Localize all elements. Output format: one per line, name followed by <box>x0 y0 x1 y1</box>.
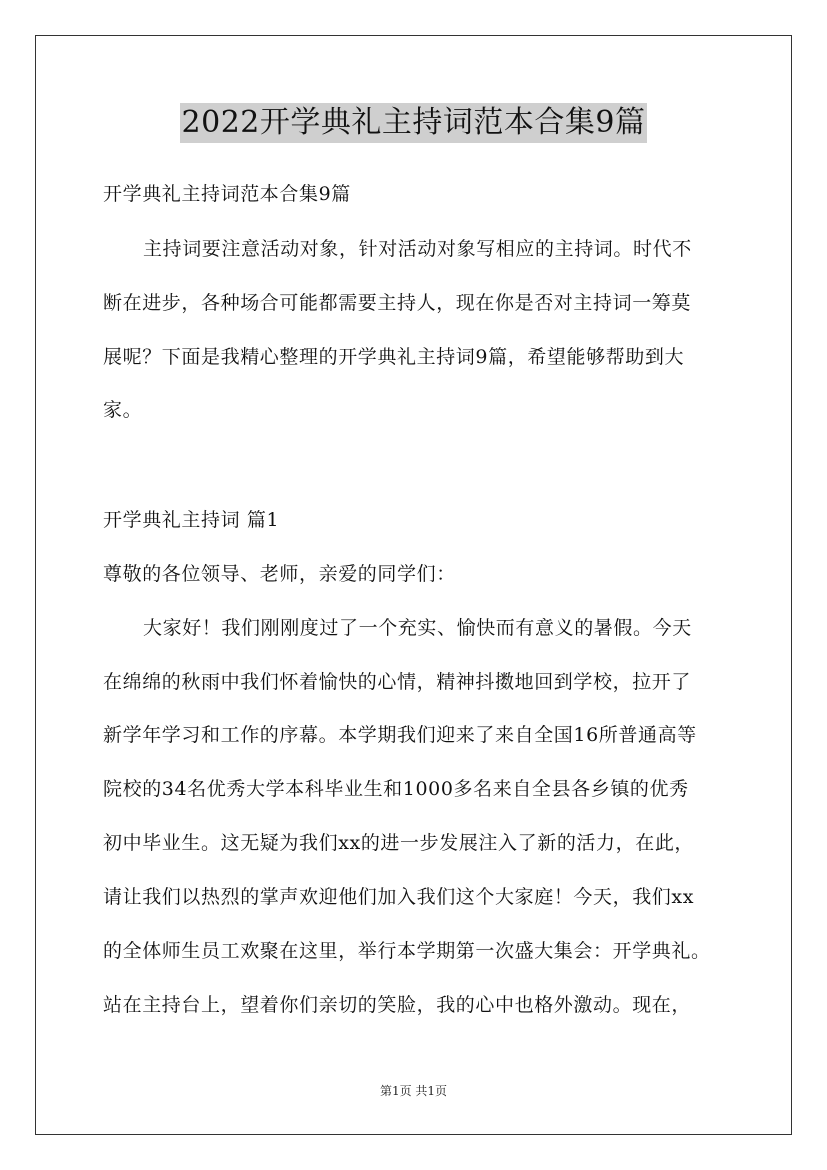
body-line-1: 大家好！我们刚刚度过了一个充实、愉快而有意义的暑假。今天 <box>143 617 692 639</box>
body-line-5: 初中毕业生。这无疑为我们xx的进一步发展注入了新的活力，在此， <box>103 832 695 854</box>
body-line-6: 请让我们以热烈的掌声欢迎他们加入我们这个大家庭！今天，我们xx <box>103 886 695 908</box>
document-title: 2022开学典礼主持词范本合集9篇 <box>180 103 648 143</box>
body-line-2: 在绵绵的秋雨中我们怀着愉快的心情，精神抖擞地回到学校，拉开了 <box>103 671 692 693</box>
title-container <box>0 103 827 143</box>
subtitle-line: 开学典礼主持词范本合集9篇 <box>103 183 351 205</box>
body-line-7: 的全体师生员工欢聚在这里，举行本学期第一次盛大集会：开学典礼。 <box>103 940 711 962</box>
body-line-4: 院校的34名优秀大学本科毕业生和1000多名来自全县各乡镇的优秀 <box>103 778 689 800</box>
intro-line-3: 展呢？下面是我精心整理的开学典礼主持词9篇，希望能够帮助到大 <box>103 346 685 368</box>
intro-line-4: 家。 <box>103 399 143 421</box>
page-footer: 第1页 共1页 <box>379 1084 448 1098</box>
salutation-line: 尊敬的各位领导、老师，亲爱的同学们： <box>103 563 456 585</box>
section-heading: 开学典礼主持词 篇1 <box>103 509 280 531</box>
body-line-3: 新学年学习和工作的序幕。本学期我们迎来了来自全国16所普通高等 <box>103 724 697 746</box>
intro-line-1: 主持词要注意活动对象，针对活动对象写相应的主持词。时代不 <box>143 238 692 260</box>
body-line-8: 站在主持台上，望着你们亲切的笑脸，我的心中也格外激动。现在， <box>103 994 692 1016</box>
intro-line-2: 断在进步，各种场合可能都需要主持人，现在你是否对主持词一筹莫 <box>103 292 692 314</box>
